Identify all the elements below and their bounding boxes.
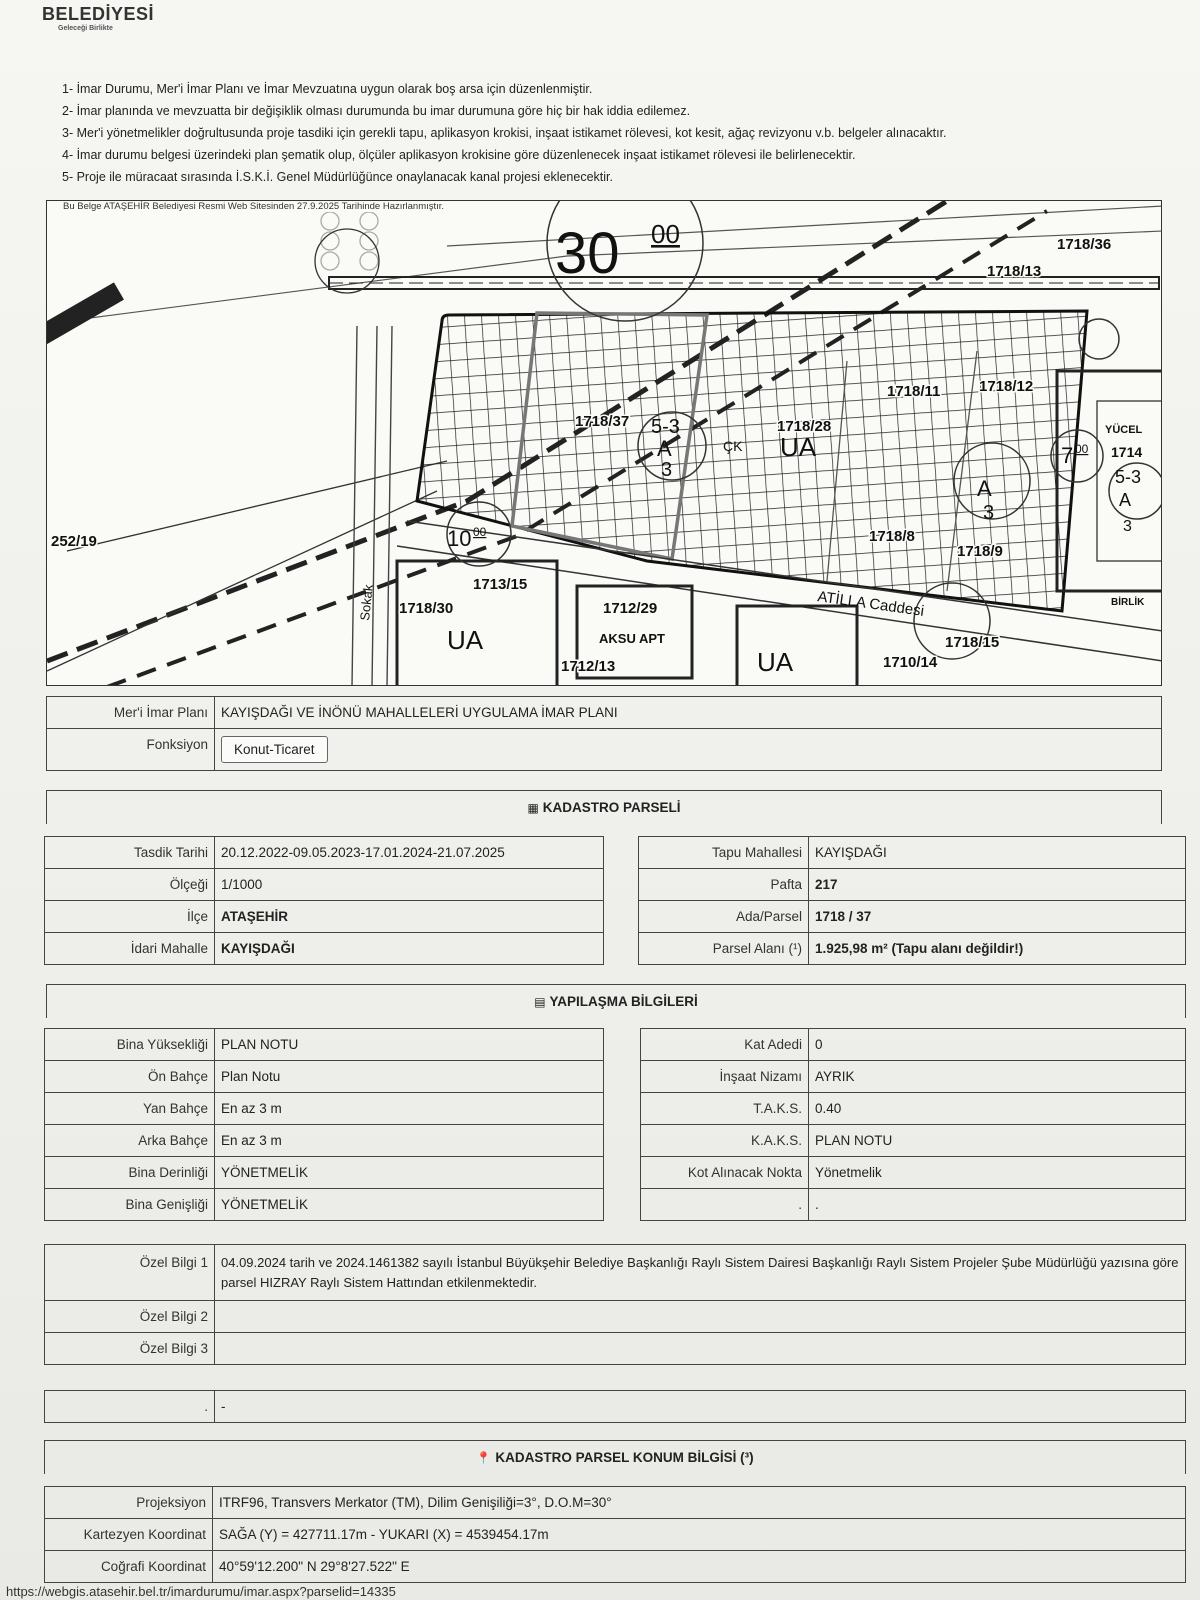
kadastro-left-table bbox=[44, 836, 604, 965]
map-label: A bbox=[1119, 490, 1132, 510]
map-label: 30 bbox=[555, 221, 620, 286]
yapilasma-left-table bbox=[44, 1028, 604, 1221]
field-label: . bbox=[641, 1189, 809, 1221]
field-label: K.A.K.S. bbox=[641, 1125, 809, 1157]
field-label: Özel Bilgi 2 bbox=[45, 1301, 215, 1333]
field-label: Yan Bahçe bbox=[45, 1093, 215, 1125]
field-value: En az 3 m bbox=[215, 1125, 604, 1157]
map-label: ÇK bbox=[723, 438, 743, 454]
yapilasma-title: YAPILAŞMA BİLGİLERİ bbox=[549, 994, 698, 1009]
plan-table bbox=[46, 696, 1162, 771]
notes-list bbox=[62, 78, 1172, 188]
yapilasma-right-table bbox=[640, 1028, 1186, 1221]
note-item: 4- İmar durumu belgesi üzerindeki plan şematik olup, ölçüler aplikasyon krokisine göre düzenlenecek inşaat istikamet rölevesi ile belirlenecektir. bbox=[62, 148, 856, 162]
note-item: 5- Proje ile müracaat sırasında İ.S.K.İ. Genel Müdürlüğünce onaylanacak kanal projesi eklenecektir. bbox=[62, 170, 613, 184]
field-label: Ölçeği bbox=[45, 869, 215, 901]
map-label: BİRLİK bbox=[1111, 597, 1145, 608]
field-value: Plan Notu bbox=[215, 1061, 604, 1093]
map-caption: Bu Belge ATAŞEHİR Belediyesi Resmi Web Sitesinden 27.9.2025 Tarihinde Hazırlanmıştır. bbox=[63, 201, 445, 212]
map-label: ATİLLA Caddesi bbox=[816, 588, 926, 620]
field-label: Tapu Mahallesi bbox=[639, 837, 809, 869]
map-label: 10 bbox=[447, 526, 472, 551]
field-value: SAĞA (Y) = 427711.17m - YUKARI (X) = 4539454.17m bbox=[213, 1519, 1186, 1551]
map-label: 5-3 bbox=[1115, 467, 1142, 487]
field-label: Projeksiyon bbox=[45, 1487, 213, 1519]
field-value: KAYIŞDAĞI bbox=[215, 933, 604, 965]
location-pin-icon: 📍 bbox=[476, 1451, 492, 1465]
map-label: 1718/8 bbox=[869, 528, 915, 545]
field-label: Ada/Parsel bbox=[639, 901, 809, 933]
map-label: 00 bbox=[473, 525, 487, 539]
field-label: Ön Bahçe bbox=[45, 1061, 215, 1093]
map-label: 1713/15 bbox=[473, 576, 528, 593]
logo-name: BELEDİYESİ bbox=[42, 4, 155, 24]
kadastro-right-table bbox=[638, 836, 1186, 965]
misc-table bbox=[44, 1390, 1186, 1423]
map-label: 3 bbox=[983, 502, 995, 524]
konum-table bbox=[44, 1486, 1186, 1583]
field-value: KAYIŞDAĞI bbox=[809, 837, 1186, 869]
field-value: 40°59'12.200" N 29°8'27.522" E bbox=[213, 1551, 1186, 1583]
field-value: 0 bbox=[809, 1029, 1186, 1061]
fonksiyon-value: Konut-Ticaret bbox=[221, 736, 328, 763]
map-label: 1718/12 bbox=[979, 378, 1034, 395]
field-value: AYRIK bbox=[809, 1061, 1186, 1093]
map-label: 1718/11 bbox=[887, 383, 941, 400]
field-label: İnşaat Nizamı bbox=[641, 1061, 809, 1093]
zoning-map bbox=[46, 200, 1162, 686]
yapilasma-section-header bbox=[46, 984, 1186, 1018]
field-value: YÖNETMELİK bbox=[215, 1189, 604, 1221]
map-label: 252/19 bbox=[51, 533, 97, 550]
map-label: YÜCEL bbox=[1105, 424, 1143, 436]
field-value: . bbox=[809, 1189, 1186, 1221]
footer-url: https://webgis.atasehir.bel.tr/imardurumu/imar.aspx?parselid=14335 bbox=[6, 1584, 396, 1599]
note-item: 1- İmar Durumu, Mer'i İmar Planı ve İmar Mevzuatına uygun olarak boş arsa için düzenlenmiştir. bbox=[62, 82, 593, 96]
map-label: 1718/36 bbox=[1057, 236, 1112, 253]
fonksiyon-label: Fonksiyon bbox=[47, 729, 215, 771]
map-label: 1712/29 bbox=[603, 600, 658, 617]
map-label: 1710/14 bbox=[883, 654, 938, 671]
field-value: PLAN NOTU bbox=[215, 1029, 604, 1061]
field-value: 20.12.2022-09.05.2023-17.01.2024-21.07.2025 bbox=[215, 837, 604, 869]
field-label: Bina Yüksekliği bbox=[45, 1029, 215, 1061]
map-label: 00 bbox=[1075, 442, 1089, 456]
field-label: T.A.K.S. bbox=[641, 1093, 809, 1125]
field-value: - bbox=[215, 1391, 1186, 1423]
field-label: Kartezyen Koordinat bbox=[45, 1519, 213, 1551]
field-value: ATAŞEHİR bbox=[215, 901, 604, 933]
map-label: 1718/37 bbox=[575, 413, 630, 430]
field-value: 217 bbox=[809, 869, 1186, 901]
ozel-bilgi-1-value: 04.09.2024 tarih ve 2024.1461382 sayılı İstanbul Büyükşehir Belediye Başkanlığı Raylı Sistem Dairesi Başkanlığı Raylı Sistem Projeler Şube Müdürlüğü yazısına göre parsel HIZRAY Raylı Sistem Hattından etkilenmektedir. bbox=[215, 1245, 1186, 1301]
ozel-bilgi-table bbox=[44, 1244, 1186, 1365]
field-label: Bina Genişliği bbox=[45, 1189, 215, 1221]
map-label: UA bbox=[757, 647, 794, 677]
field-label: İdari Mahalle bbox=[45, 933, 215, 965]
map-label: 7 bbox=[1061, 443, 1074, 468]
map-label: 00 bbox=[651, 219, 680, 249]
field-label: Pafta bbox=[639, 869, 809, 901]
map-label: 3 bbox=[1123, 518, 1132, 535]
field-label: Coğrafi Koordinat bbox=[45, 1551, 213, 1583]
note-item: 2- İmar planında ve mevzuatta bir değişiklik olması durumunda bu imar durumuna göre hiç bir hak iddia edilemez. bbox=[62, 104, 691, 118]
konum-title: KADASTRO PARSEL KONUM BİLGİSİ (³) bbox=[495, 1450, 754, 1465]
field-label: Kot Alınacak Nokta bbox=[641, 1157, 809, 1189]
field-label: Tasdik Tarihi bbox=[45, 837, 215, 869]
map-label: 1718/9 bbox=[957, 543, 1003, 560]
kadastro-section-header bbox=[46, 790, 1162, 824]
meri-plan-label: Mer'i İmar Planı bbox=[47, 697, 215, 729]
field-value bbox=[215, 1333, 1186, 1365]
map-label: 1718/28 bbox=[777, 418, 832, 435]
note-item: 3- Mer'i yönetmelikler doğrultusunda proje tasdiki için gerekli tapu, aplikasyon krokisi, inşaat istikamet rölevesi, kot kesit, ağaç revizyonu v.b. belgeler alınacaktır. bbox=[62, 126, 947, 140]
map-label: 5-3 bbox=[651, 416, 680, 438]
map-label: Sokak bbox=[357, 583, 376, 622]
map-label: 1718/30 bbox=[399, 600, 454, 617]
field-label: İlçe bbox=[45, 901, 215, 933]
field-label: Özel Bilgi 1 bbox=[45, 1245, 215, 1301]
field-value: 1/1000 bbox=[215, 869, 604, 901]
map-label: A bbox=[657, 436, 672, 461]
field-label: . bbox=[45, 1391, 215, 1423]
field-value: 1.925,98 m² (Tapu alanı değildir!) bbox=[809, 933, 1186, 965]
map-label: AKSU APT bbox=[599, 631, 665, 646]
field-value: YÖNETMELİK bbox=[215, 1157, 604, 1189]
field-value: 1718 / 37 bbox=[809, 901, 1186, 933]
map-label: 3 bbox=[661, 459, 673, 481]
field-label: Kat Adedi bbox=[641, 1029, 809, 1061]
map-drawing bbox=[47, 201, 1162, 686]
field-value: ITRF96, Transvers Merkator (TM), Dilim Genişiliği=3°, D.O.M=30° bbox=[213, 1487, 1186, 1519]
parcel-block bbox=[417, 311, 1087, 611]
map-label: 1712/13 bbox=[561, 658, 616, 675]
field-label: Parsel Alanı (¹) bbox=[639, 933, 809, 965]
field-label: Özel Bilgi 3 bbox=[45, 1333, 215, 1365]
field-label: Arka Bahçe bbox=[45, 1125, 215, 1157]
kadastro-title: KADASTRO PARSELİ bbox=[542, 800, 681, 815]
field-value: PLAN NOTU bbox=[809, 1125, 1186, 1157]
grid-icon: ▦ bbox=[527, 801, 539, 815]
field-label: Bina Derinliği bbox=[45, 1157, 215, 1189]
field-value: Yönetmelik bbox=[809, 1157, 1186, 1189]
map-label: 1718/15 bbox=[945, 634, 1000, 651]
map-label: UA bbox=[780, 432, 817, 462]
municipality-logo bbox=[42, 4, 154, 32]
map-label: A bbox=[977, 476, 992, 501]
logo-subtitle: Geleceği Birlikte bbox=[58, 25, 113, 32]
konum-section-header bbox=[44, 1440, 1186, 1474]
field-value: En az 3 m bbox=[215, 1093, 604, 1125]
field-value bbox=[215, 1301, 1186, 1333]
map-label: 1718/13 bbox=[987, 263, 1042, 280]
map-label: 1714 bbox=[1111, 444, 1143, 460]
field-value: 0.40 bbox=[809, 1093, 1186, 1125]
meri-plan-value: KAYIŞDAĞI VE İNÖNÜ MAHALLELERİ UYGULAMA İMAR PLANI bbox=[215, 697, 1162, 729]
list-icon: ▤ bbox=[534, 995, 546, 1009]
map-label: UA bbox=[447, 625, 484, 655]
